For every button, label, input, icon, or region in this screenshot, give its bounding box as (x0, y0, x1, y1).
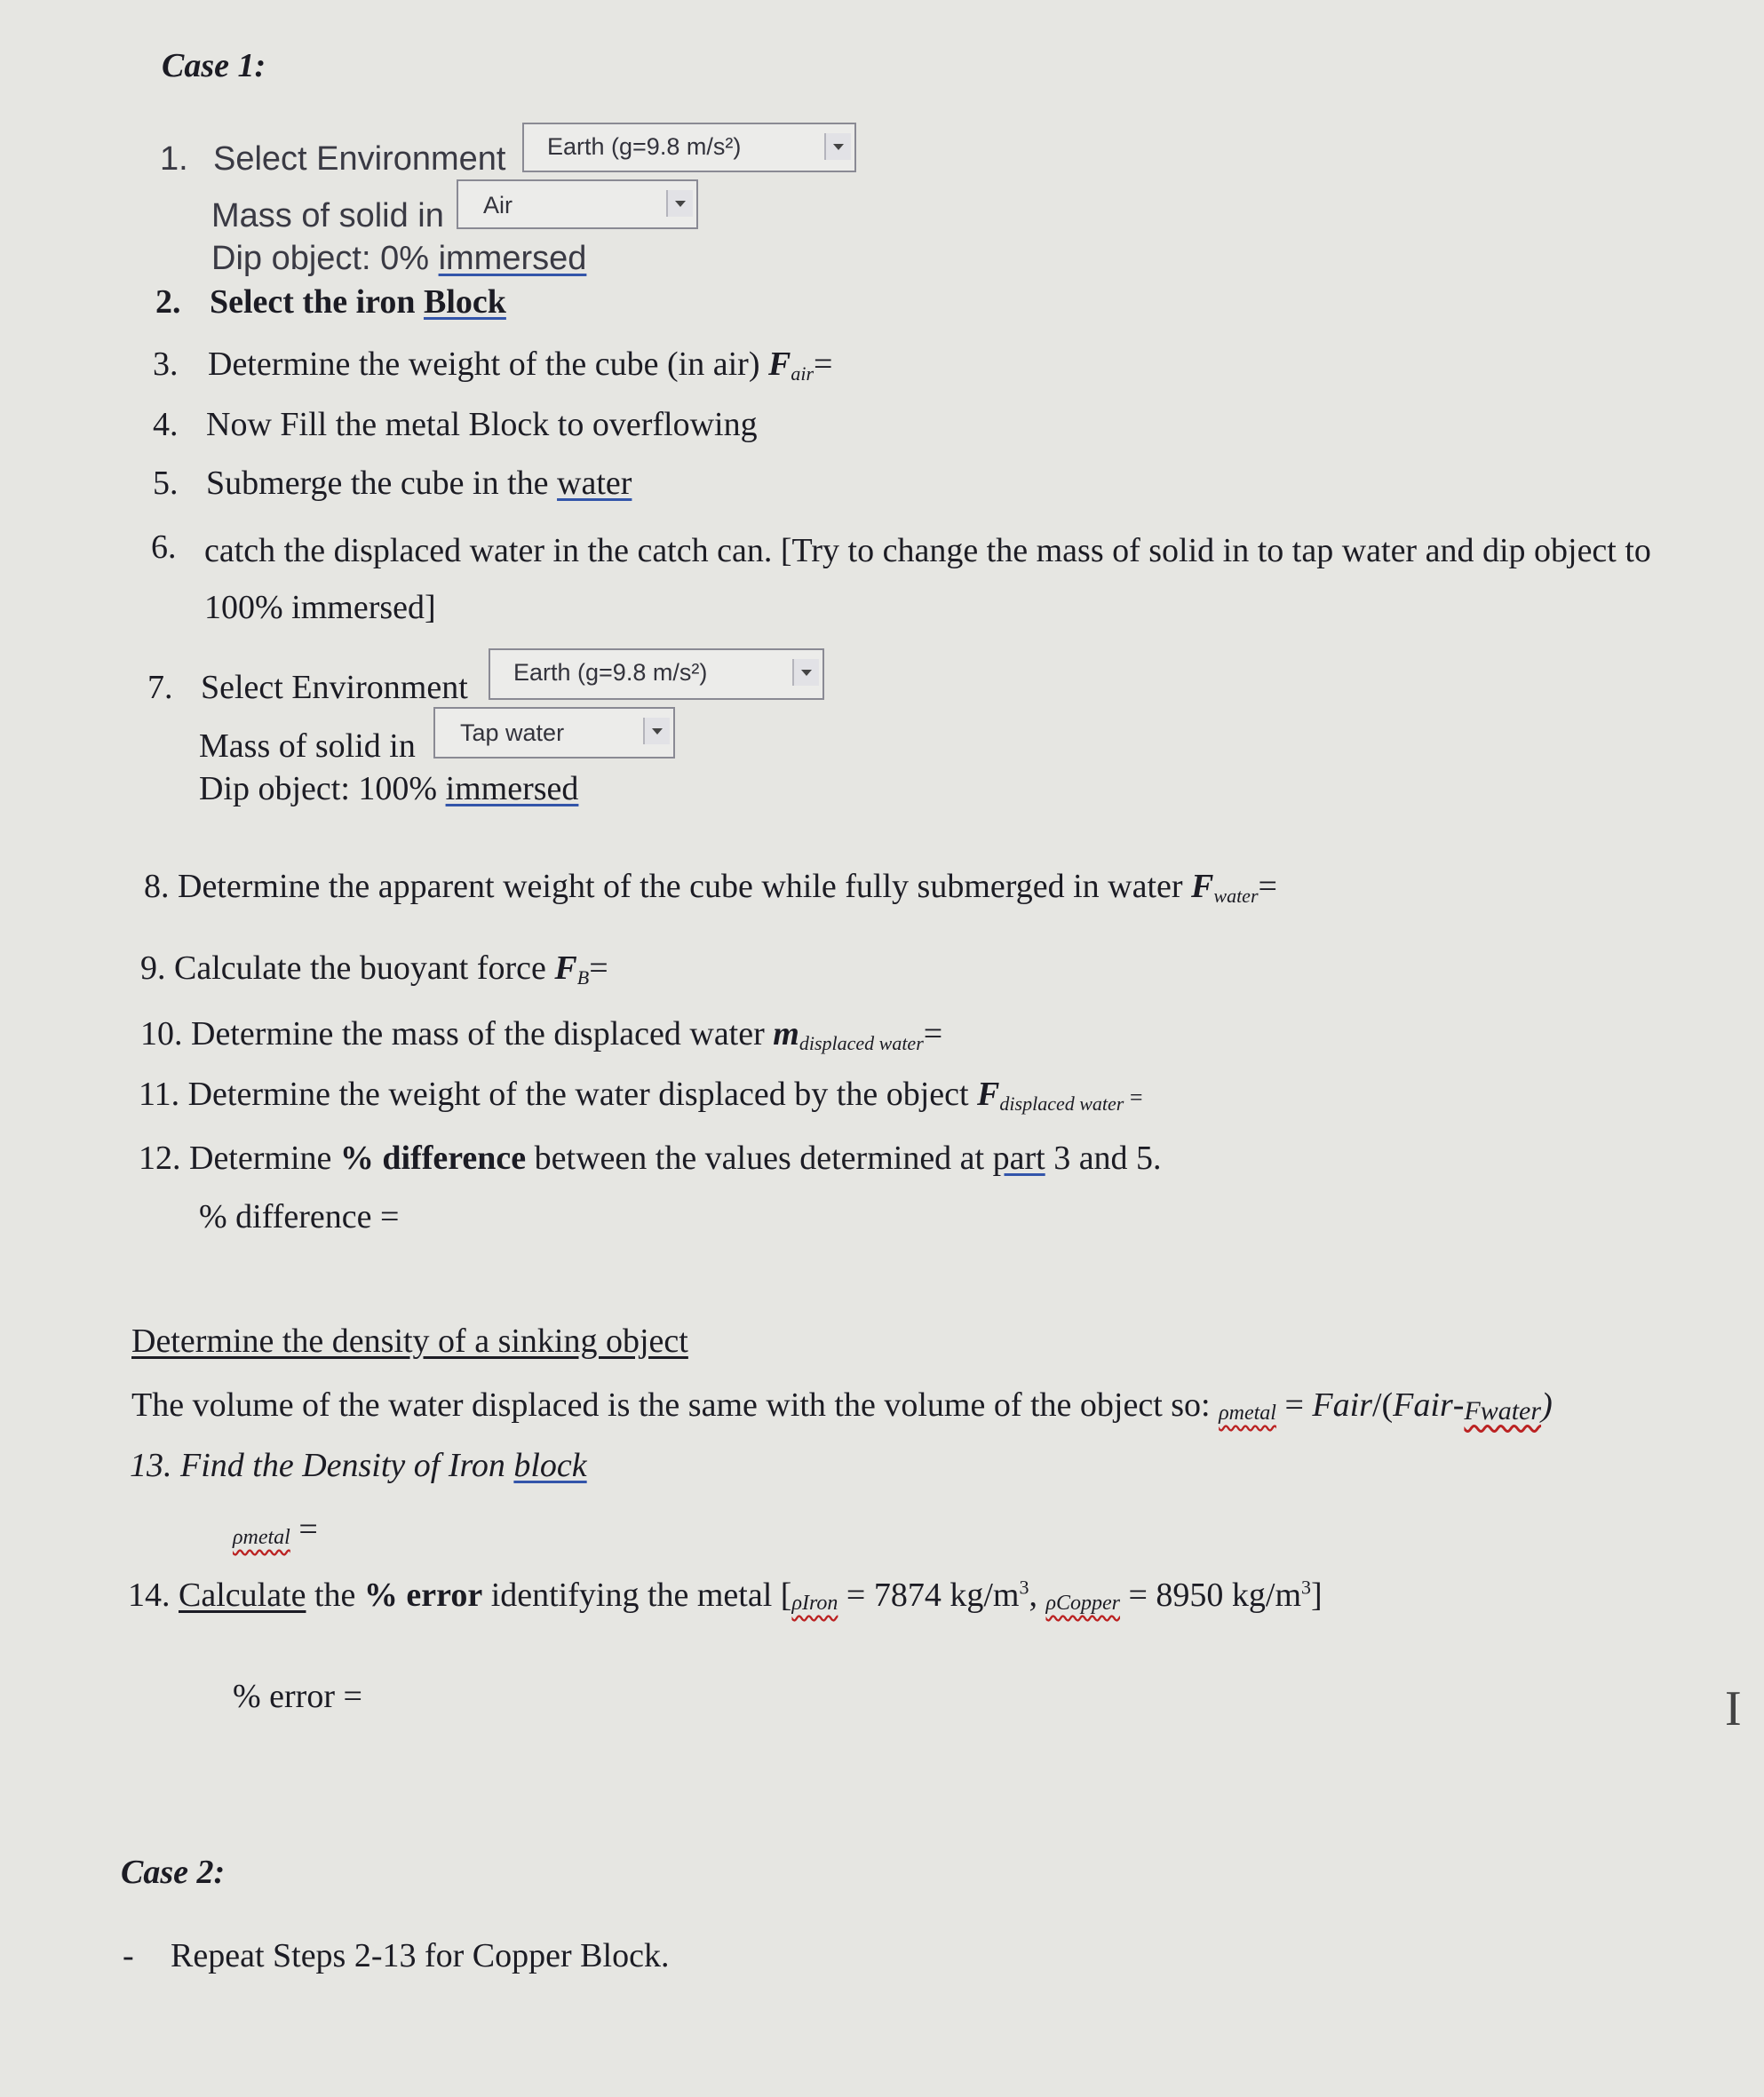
step3-number: 3. (153, 346, 179, 383)
step6-line1: catch the displaced water in the catch can. [Try to change the mass of solid in to tap water and dip object to (204, 532, 1651, 569)
iron-sup: 3 (1019, 1576, 1029, 1599)
step2-text (210, 282, 506, 322)
case2-bullet: - (123, 1937, 134, 1974)
environment-dropdown-2-value: Earth (g=9.8 m/s²) (513, 659, 708, 686)
mass-solid-dropdown-2[interactable] (433, 707, 675, 759)
step11-sub: displaced water (999, 1092, 1124, 1115)
case1-title: Case 1: (162, 47, 266, 84)
dip-object-2 (199, 769, 578, 808)
step4-text: Now Fill the metal Block to overflowing (206, 406, 758, 443)
step6-line2: 100% immersed] (204, 589, 436, 626)
chevron-down-icon[interactable] (666, 190, 693, 217)
step9-var: F (554, 949, 577, 987)
dip-object-1-text: Dip object: 0% (211, 240, 439, 277)
step12-bold: % difference (339, 1140, 527, 1177)
step10-sub: displaced water (799, 1032, 924, 1054)
copper-value: = 8950 kg/m (1119, 1577, 1302, 1614)
mass-solid-label-1: Mass of solid in (211, 197, 444, 234)
rho-metal: ρmetal (1219, 1402, 1276, 1425)
step2-label: Select the iron (210, 283, 424, 321)
fair-1: Fair (1312, 1386, 1372, 1424)
density-slash: /( (1371, 1386, 1394, 1424)
environment-dropdown-1-value: Earth (g=9.8 m/s²) (547, 133, 742, 160)
environment-dropdown-2[interactable] (489, 648, 824, 700)
dip-object-2-text: Dip object: 100% (199, 770, 446, 807)
step1-number: 1. (160, 140, 188, 178)
step12-link: part (992, 1140, 1045, 1177)
step8-text (144, 867, 1277, 908)
step5-label: Submerge the cube in the (206, 465, 558, 502)
copper-sup: 3 (1301, 1576, 1312, 1599)
iron-value: = 7874 kg/m (838, 1577, 1020, 1614)
percent-error-label: % error = (233, 1678, 362, 1715)
step14-text (128, 1576, 1323, 1616)
density-heading-text: Determine the density of a sinking object (131, 1323, 688, 1360)
step13-text (130, 1446, 587, 1485)
step9-sub: B (576, 966, 590, 989)
step8-eq: = (1258, 868, 1277, 905)
step12-text (139, 1139, 1162, 1178)
step5-text (206, 464, 632, 503)
rho-iron: ρIron (791, 1592, 838, 1615)
environment-dropdown-1[interactable] (522, 123, 856, 172)
fwater: Fwater (1464, 1396, 1542, 1426)
step10-label: 10. Determine the mass of the displaced water (140, 1015, 774, 1052)
density-explanation (131, 1386, 1553, 1426)
rho-metal-eq: = (290, 1511, 318, 1548)
step8-label: 8. Determine the apparent weight of the cube while fully submerged in water (144, 868, 1192, 905)
step9-eq: = (589, 949, 608, 987)
step8-sub: water (1213, 885, 1259, 907)
step10-var: m (773, 1015, 799, 1052)
step9-label: 9. Calculate the buoyant force (140, 949, 555, 987)
step2-number: 2. (155, 283, 181, 321)
step11-text (139, 1075, 1143, 1116)
value-separator: , (1029, 1577, 1046, 1614)
step14-bold: % error (363, 1577, 483, 1614)
step3-eq: = (814, 346, 833, 383)
case2-title: Case 2: (121, 1854, 226, 1891)
step2-link: Block (423, 283, 506, 321)
step11-eq: = (1124, 1084, 1143, 1110)
step12-pre: 12. Determine (139, 1140, 340, 1177)
mass-solid-dropdown-2-value: Tap water (460, 719, 565, 746)
step4-number: 4. (153, 406, 179, 443)
density-minus: - (1452, 1386, 1465, 1424)
dip-object-2-link: immersed (445, 770, 579, 807)
step11-label: 11. Determine the weight of the water displaced by the object (139, 1076, 978, 1113)
dip-object-1-link: immersed (438, 240, 587, 277)
percent-difference-label: % difference = (199, 1198, 400, 1235)
step3-sub: air (791, 362, 814, 385)
step8-var: F (1191, 868, 1214, 905)
dip-object-1 (211, 240, 586, 278)
step5-number: 5. (153, 465, 179, 502)
step14-mid2: identifying the metal [ (482, 1577, 792, 1614)
step3-var: F (767, 346, 791, 383)
step14-link: Calculate (179, 1577, 306, 1614)
step10-text (140, 1014, 942, 1055)
step14-mid: the (306, 1577, 364, 1614)
step6-number: 6. (151, 528, 177, 566)
step14-pre: 14. (128, 1577, 179, 1614)
step3-label: Determine the weight of the cube (in air) (208, 346, 768, 383)
text-cursor-icon: I (1725, 1681, 1742, 1736)
density-close-paren: ) (1541, 1386, 1553, 1424)
rho-metal-2: ρmetal (233, 1526, 290, 1549)
density-explanation-text: The volume of the water displaced is the same with the volume of the object so: (131, 1386, 1220, 1424)
rho-copper: ρCopper (1045, 1592, 1120, 1615)
step9-text (140, 949, 608, 989)
step13-link: block (513, 1447, 587, 1484)
mass-solid-label-2: Mass of solid in (199, 727, 416, 765)
step12-mid: between the values determined at (526, 1140, 993, 1177)
chevron-down-icon[interactable] (792, 659, 819, 686)
fair-2: Fair (1393, 1386, 1453, 1424)
mass-solid-dropdown-1-value: Air (483, 192, 513, 218)
step3-text (208, 345, 832, 385)
mass-solid-dropdown-1[interactable] (457, 179, 698, 229)
density-eq: = (1275, 1386, 1313, 1424)
step10-eq: = (923, 1015, 943, 1052)
step1-label: Select Environment (213, 140, 506, 178)
rho-metal-result (233, 1510, 318, 1550)
chevron-down-icon[interactable] (824, 133, 851, 160)
step13-label: 13. Find the Density of Iron (130, 1447, 514, 1484)
step5-link: water (557, 465, 632, 502)
chevron-down-icon[interactable] (643, 718, 670, 744)
step12-post: 3 and 5. (1045, 1140, 1162, 1177)
density-heading (131, 1322, 688, 1361)
case2-instruction: Repeat Steps 2-13 for Copper Block. (171, 1937, 670, 1974)
step7-number: 7. (147, 669, 173, 706)
step11-var: F (977, 1076, 1000, 1113)
step7-label: Select Environment (201, 669, 468, 706)
step14-end: ] (1311, 1577, 1323, 1614)
